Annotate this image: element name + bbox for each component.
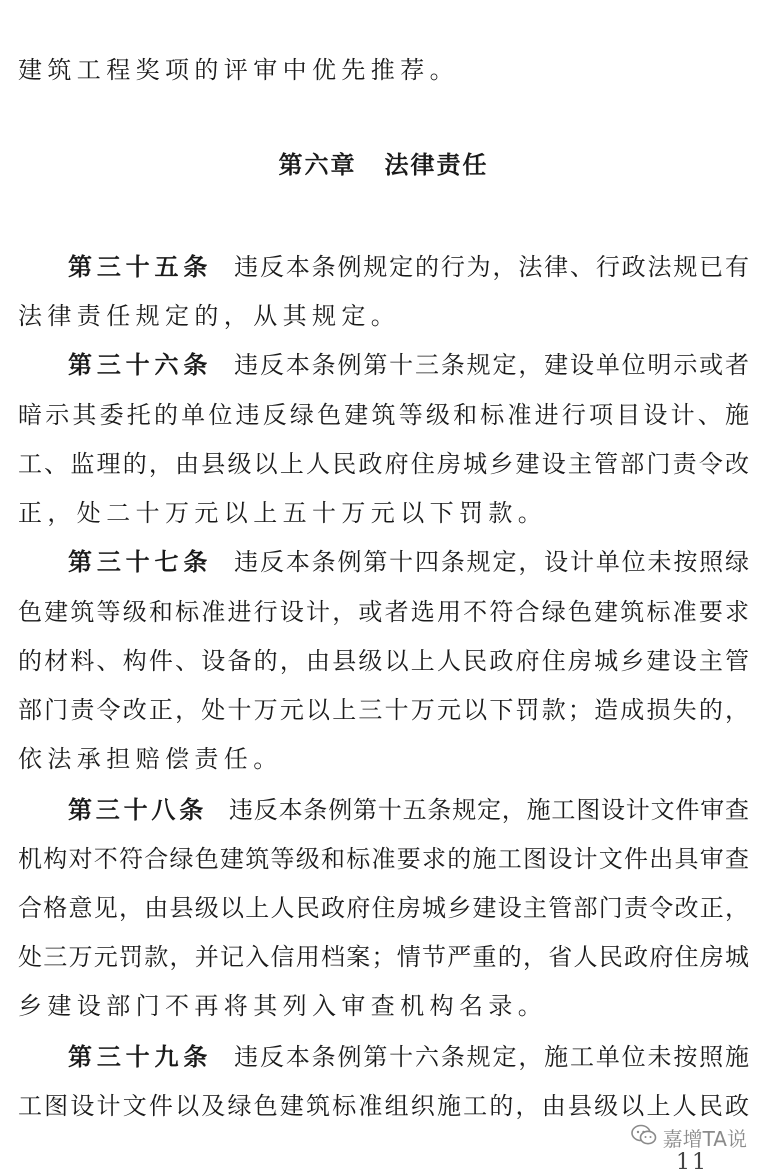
chapter-heading bbox=[18, 150, 749, 180]
article-number: 第三十六条 bbox=[68, 351, 213, 379]
article-text: 违反本条例规定的行为，法律、行政法规已有 bbox=[234, 253, 750, 281]
article-38-line-1 bbox=[18, 795, 749, 825]
article-36-line-2: 暗示其委托的单位违反绿色建筑等级和标准进行项目设计、施 bbox=[18, 401, 749, 429]
article-39-line-1 bbox=[18, 1042, 749, 1072]
article-38-line-4: 处三万元罚款，并记入信用档案；情节严重的，省人民政府住房城 bbox=[18, 943, 749, 971]
wechat-icon bbox=[631, 1124, 657, 1151]
article-text: 违反本条例第十三条规定，建设单位明示或者 bbox=[234, 351, 750, 379]
article-36-line-4: 正，处二十万元以上五十万元以下罚款。 bbox=[18, 499, 548, 527]
article-35-line-2: 法律责任规定的，从其规定。 bbox=[18, 302, 401, 330]
article-text: 违反本条例第十四条规定，设计单位未按照绿 bbox=[234, 548, 750, 576]
article-39-line-2: 工图设计文件以及绿色建筑标准组织施工的，由县级以上人民政 bbox=[18, 1092, 749, 1120]
article-number: 第三十七条 bbox=[68, 548, 213, 576]
article-text: 违反本条例第十六条规定，施工单位未按照施 bbox=[234, 1043, 750, 1071]
article-38-line-3: 合格意见，由县级以上人民政府住房城乡建设主管部门责令改正， bbox=[18, 894, 749, 922]
article-37-line-4: 部门责令改正，处十万元以上三十万元以下罚款；造成损失的， bbox=[18, 696, 749, 724]
article-37-line-2: 色建筑等级和标准进行设计，或者选用不符合绿色建筑标准要求 bbox=[18, 598, 749, 626]
watermark-text: 嘉增TA说 bbox=[662, 1127, 747, 1151]
article-37-line-3: 的材料、构件、设备的，由县级以上人民政府住房城乡建设主管 bbox=[18, 647, 749, 675]
page-number: 11 bbox=[676, 1150, 708, 1175]
continuation-line: 建筑工程奖项的评审中优先推荐。 bbox=[18, 56, 459, 84]
article-38-line-5: 乡建设部门不再将其列入审查机构名录。 bbox=[18, 992, 548, 1020]
article-36-line-3: 工、监理的，由县级以上人民政府住房城乡建设主管部门责令改 bbox=[18, 450, 749, 478]
article-35-line-1 bbox=[18, 252, 749, 282]
article-number: 第三十九条 bbox=[68, 1043, 213, 1071]
chapter-number: 第六章 bbox=[278, 151, 357, 179]
article-text: 违反本条例第十五条规定，施工图设计文件审查 bbox=[229, 796, 749, 824]
article-36-line-1 bbox=[18, 350, 749, 380]
chapter-name: 法律责任 bbox=[384, 151, 489, 179]
article-38-line-2: 机构对不符合绿色建筑等级和标准要求的施工图设计文件出具审查 bbox=[18, 845, 749, 873]
article-37-line-5: 依法承担赔偿责任。 bbox=[18, 745, 283, 773]
article-number: 第三十八条 bbox=[68, 796, 207, 824]
article-number: 第三十五条 bbox=[68, 253, 213, 281]
article-37-line-1 bbox=[18, 547, 749, 577]
watermark bbox=[631, 1123, 747, 1152]
